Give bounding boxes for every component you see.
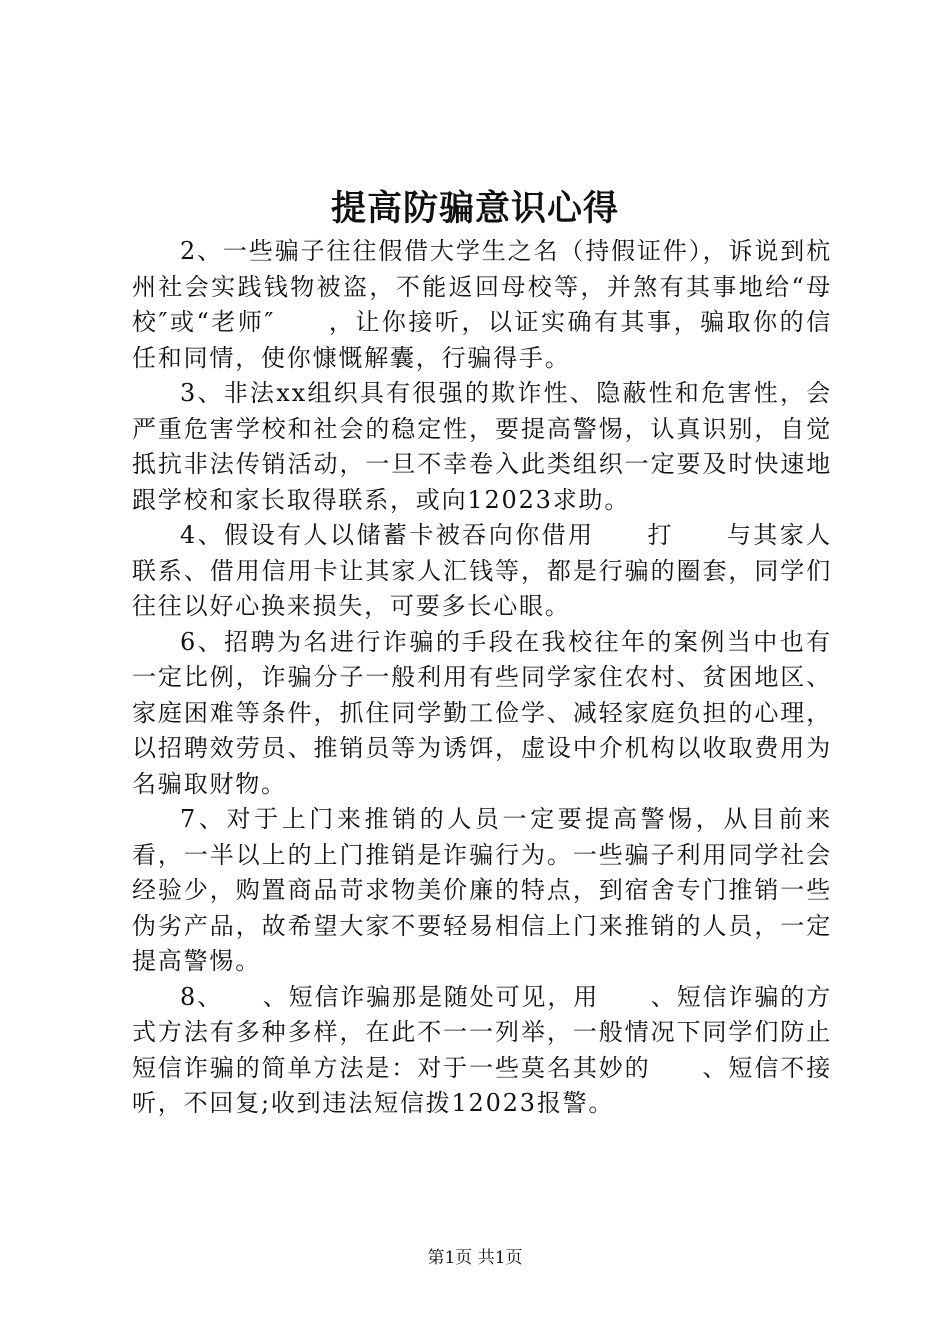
paragraph-2: 2、一些骗子往往假借大学生之名（持假证件），诉说到杭州社会实践钱物被盗，不能返回母校等，并煞有其事地给“母校″或“老师″ ，让你接听，以证实确有其事，骗取你的信任和同情，使你慷慨解囊，行骗得手。 xyxy=(132,237,832,372)
paragraph-4: 4、假设有人以储蓄卡被吞向你借用 打 与其家人联系、借用信用卡让其家人汇钱等，都是行骗的圈套，同学们往往以好心换来损失，可要多长心眼。 xyxy=(132,521,832,620)
document-body xyxy=(132,234,832,1122)
paragraph-8: 8、 、短信诈骗那是随处可见，用 、短信诈骗的方式方法有多种多样，在此不一一列举，一般情况下同学们防止短信诈骗的简单方法是：对于一些莫名其妙的 、短信不接听，不回复;收到违法短信拨12023报警。 xyxy=(132,982,832,1117)
paragraph-6: 6、招聘为名进行诈骗的手段在我校往年的案例当中也有一定比例，诈骗分子一般利用有些同学家住农村、贫困地区、家庭困难等条件，抓住同学勤工俭学、减轻家庭负担的心理，以招聘效劳员、推销员等为诱饵，虚设中介机构以收取费用为名骗取财物。 xyxy=(132,627,832,798)
paragraph-3: 3、非法xx组织具有很强的欺诈性、隐蔽性和危害性，会严重危害学校和社会的稳定性，要提高警惕，认真识别，自觉抵抗非法传销活动，一旦不幸卷入此类组织一定要及时快速地跟学校和家长取得联系，或向12023求助。 xyxy=(132,379,832,514)
page-number-footer: 第1页 共1页 xyxy=(427,1248,523,1268)
paragraph-7: 7、对于上门来推销的人员一定要提高警惕，从目前来看，一半以上的上门推销是诈骗行为。一些骗子利用同学社会经验少，购置商品苛求物美价廉的特点，到宿舍专门推销一些伪劣产品，故希望大家不要轻易相信上门来推销的人员，一定提高警惕。 xyxy=(132,805,832,975)
document-title: 提高防骗意识心得 xyxy=(330,188,619,229)
